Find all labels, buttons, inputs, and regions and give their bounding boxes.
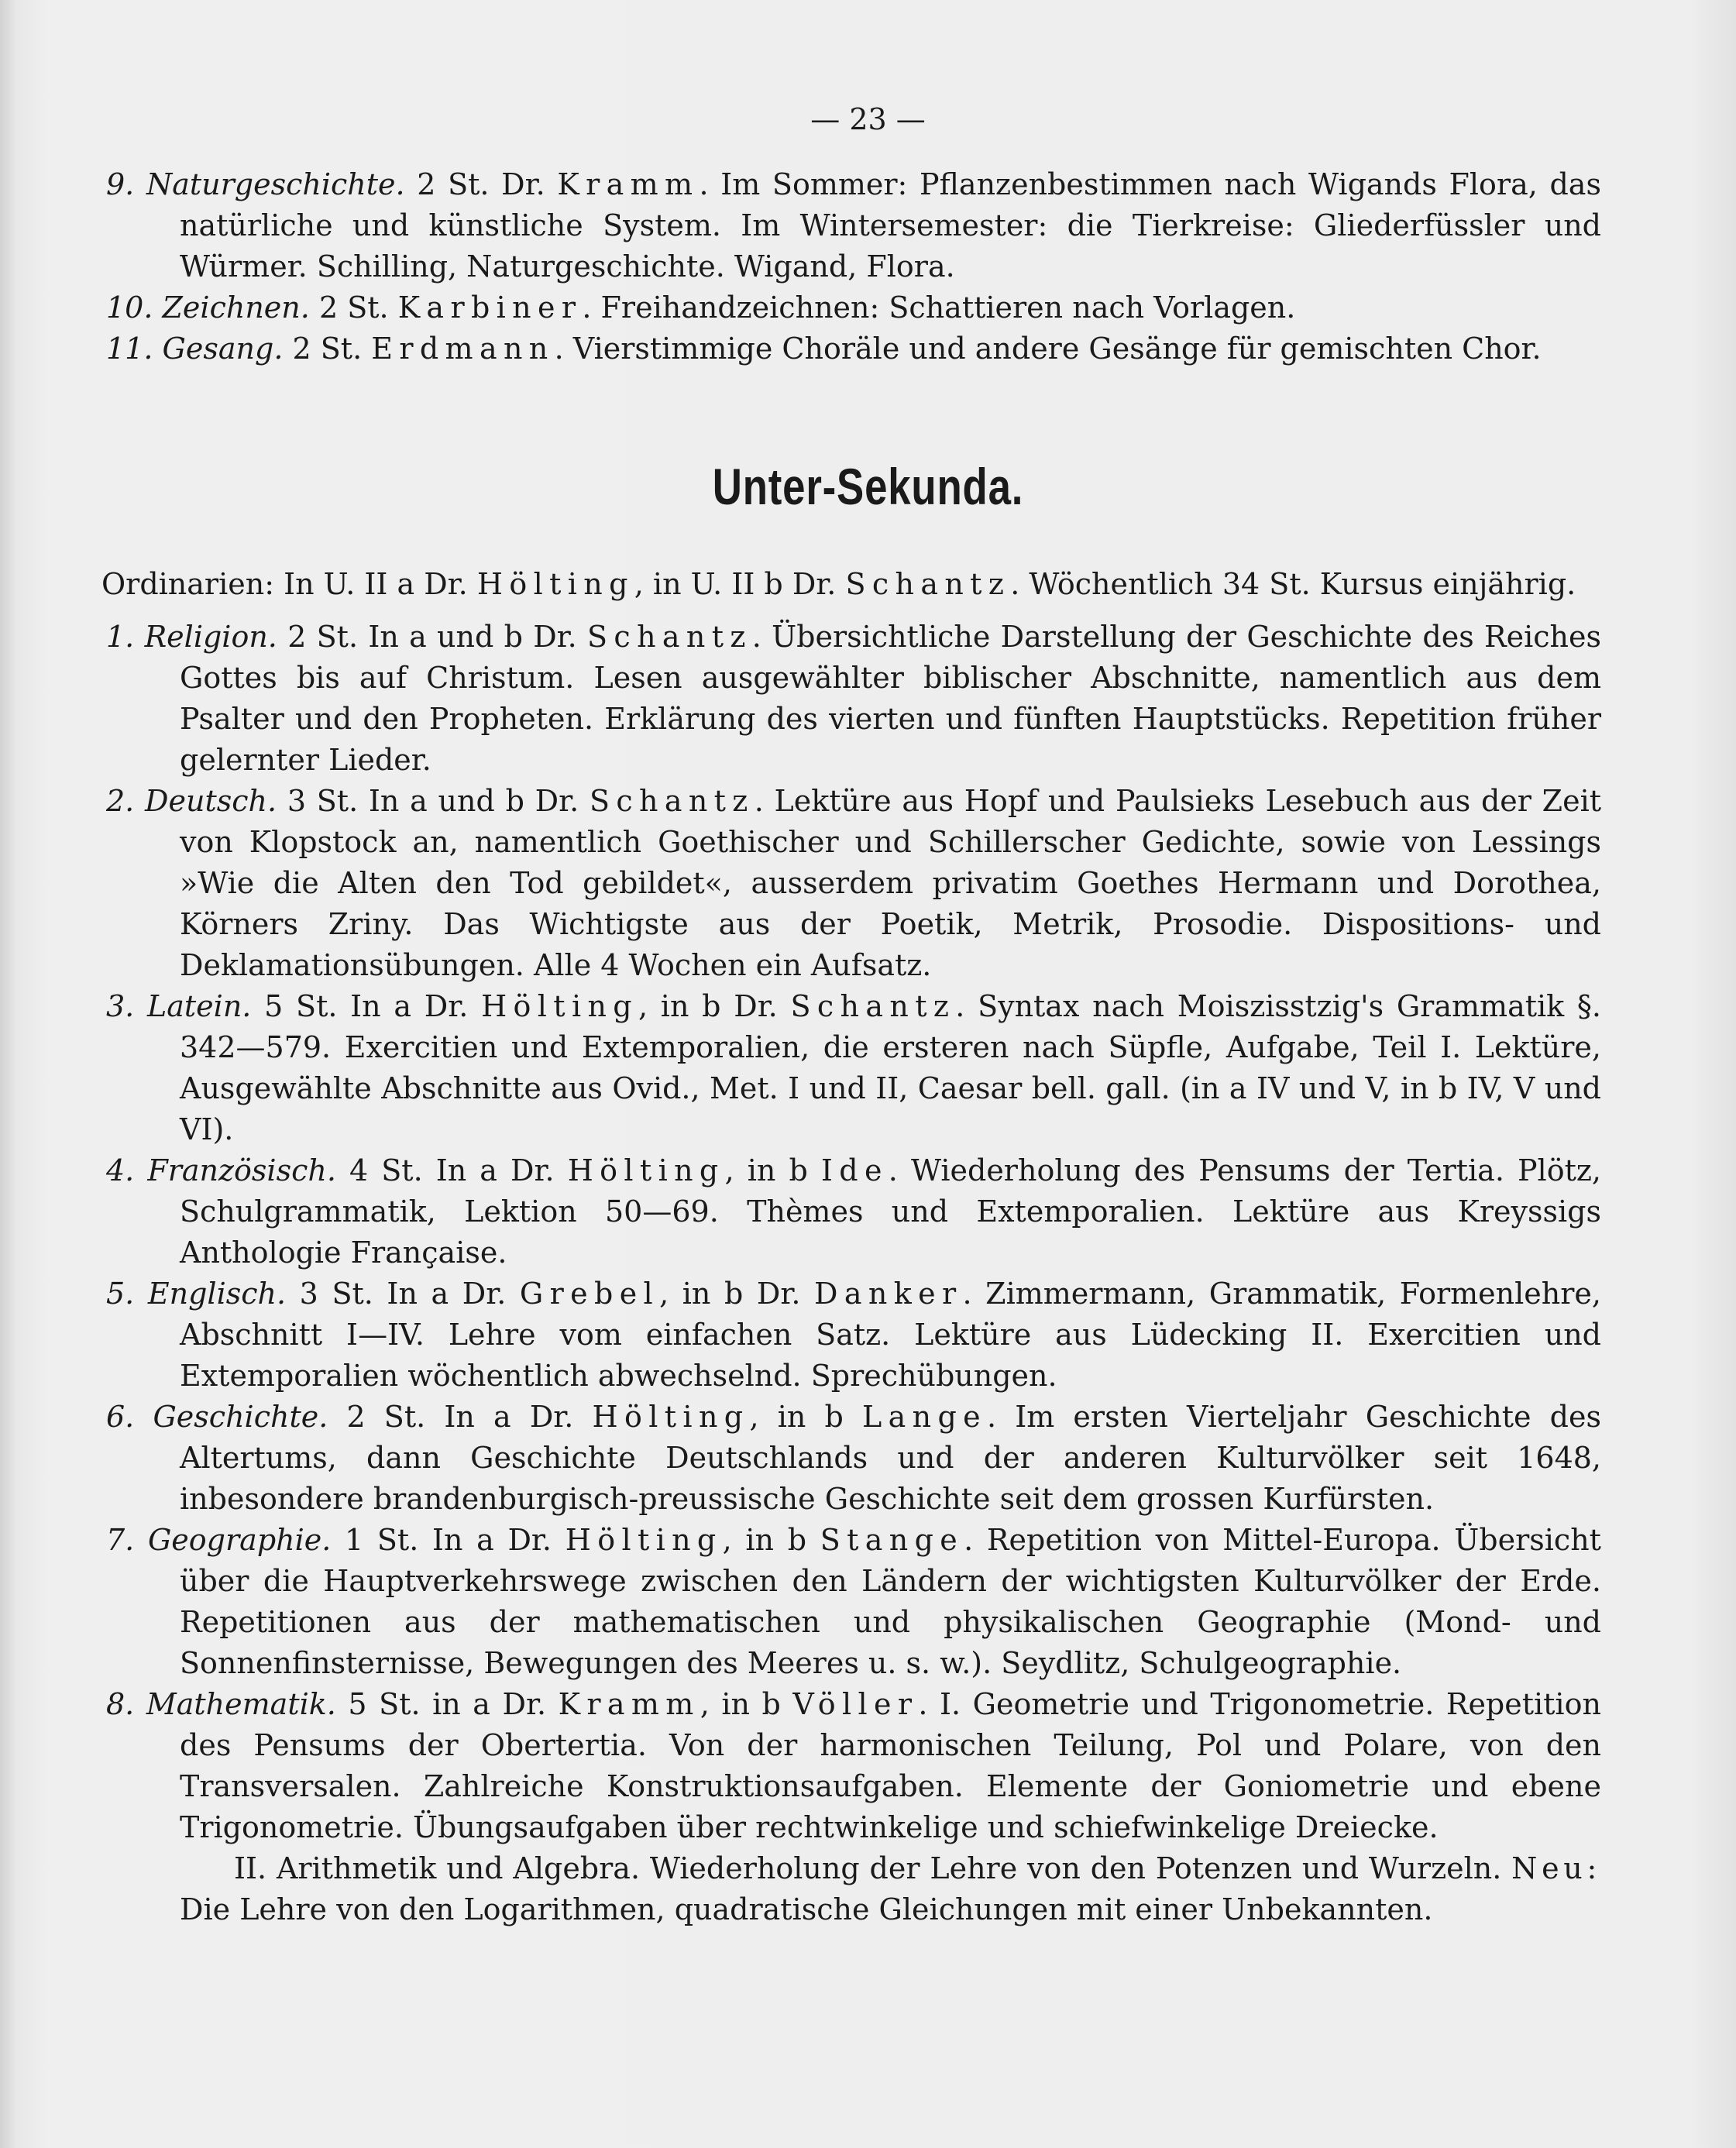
entry-number: 7. xyxy=(106,1523,135,1557)
entry-number: 10. xyxy=(106,290,153,325)
entry-text: , in b Dr. xyxy=(659,1277,815,1311)
entry-text: , in b xyxy=(722,1523,820,1557)
teacher-name: Danker xyxy=(814,1277,963,1311)
teacher-name: Schantz xyxy=(845,567,1011,601)
entry-latein xyxy=(106,986,1601,1150)
section-title: Unter-Sekunda. xyxy=(712,458,1024,515)
teacher-name: Kramm xyxy=(558,1687,700,1721)
teacher-name: Hölting xyxy=(592,1400,750,1434)
entry-englisch xyxy=(106,1273,1601,1397)
entry-hours: 2 St. xyxy=(318,290,389,325)
entry-text: . Syntax nach Moiszisstzig's Grammatik §. 342—579. Exercitien und Extemporalien, die ersteren nach Süpfle, Aufgabe, Teil I. Lektüre, Ausgewählte Abschnitte aus Ovid., Met. I und II, Caesar bell. gall. (in a IV und V, in b IV, V und VI). xyxy=(180,989,1601,1146)
entry-subject: Deutsch. xyxy=(145,784,277,818)
entry-subject: Geschichte. xyxy=(153,1400,328,1434)
entry-number: 4. xyxy=(106,1153,135,1187)
teacher-name: Schantz xyxy=(790,989,956,1023)
teacher-name: Hölting xyxy=(567,1153,725,1187)
math-continuation xyxy=(106,1848,1601,1930)
entry-head: 3 St. In a und b Dr. xyxy=(287,784,579,818)
entry-text: . Lektüre aus Hopf und Paulsieks Lesebuch aus der Zeit von Klopstock an, namentlich Goethischer und Schillerscher Gedichte, sowie von Lessings »Wie die Alten den Tod gebildet«, ausserdem privatim Goethes Hermann und Dorothea, Körners Zriny. Das Wichtigste aus der Poetik, Metrik, Prosodie. Dispositions- und Deklamationsübungen. Alle 4 Wochen ein Aufsatz. xyxy=(180,784,1601,982)
entry-head: 3 St. In a Dr. xyxy=(299,1277,507,1311)
ordinarien-label: Ordinarien: xyxy=(101,567,275,601)
entry-text: , in b xyxy=(724,1153,821,1187)
previous-section xyxy=(106,164,1601,369)
entry-head: 5 St. In a Dr. xyxy=(264,989,469,1023)
math-continuation-text: II. Arithmetik und Algebra. Wiederholung der Lehre von den Potenzen und Wurzeln. xyxy=(234,1851,1502,1885)
entry-head: 5 St. in a Dr. xyxy=(348,1687,547,1721)
teacher-name: Hölting xyxy=(565,1523,723,1557)
entry-text: , in b Dr. xyxy=(638,989,791,1023)
entry-number: 8. xyxy=(106,1687,135,1721)
entry-number: 3. xyxy=(106,989,135,1023)
entry-subject: Gesang. xyxy=(162,332,284,366)
entry-text: , in b xyxy=(700,1687,793,1721)
entry-subject: Mathematik. xyxy=(146,1687,336,1721)
entry-number: 11. xyxy=(106,332,153,366)
teacher-name: Hölting xyxy=(481,989,638,1023)
entry-subject: Naturgeschichte. xyxy=(146,167,405,201)
entry-deutsch xyxy=(106,781,1601,986)
entry-hours: 2 St. xyxy=(292,332,363,366)
ordinarien-text: . Wöchentlich 34 St. Kursus einjährig. xyxy=(1010,567,1576,601)
entry-hours: 2 St. xyxy=(417,167,490,201)
teacher-name: Völler xyxy=(792,1687,919,1721)
entry-naturgeschichte xyxy=(106,164,1601,287)
teacher-name: Schantz xyxy=(587,620,752,654)
entry-number: 2. xyxy=(106,784,135,818)
entry-head: 4 St. In a Dr. xyxy=(349,1153,555,1187)
entry-subject: Religion. xyxy=(144,620,277,654)
teacher-name: Lange xyxy=(862,1400,987,1434)
entry-number: 1. xyxy=(106,620,135,654)
entry-head: 2 St. In a und b Dr. xyxy=(287,620,577,654)
entry-text: . Im ersten Vierteljahr Geschichte des Altertums, dann Geschichte Deutschlands und der anderen Kulturvölker seit 1648, inbesondere brandenburgisch-preussische Geschichte seit dem grossen Kurfürsten. xyxy=(180,1400,1601,1516)
entry-text: . Im Sommer: Pflanzenbestimmen nach Wigands Flora, das natürliche und künstliche System. Im Wintersemester: die Tierkreise: Gliederfüssler und Würmer. Schilling, Naturgeschichte. Wigand, Flora. xyxy=(180,167,1601,284)
entry-subject: Zeichnen. xyxy=(162,290,310,325)
ordinarien-line xyxy=(101,564,1600,605)
math-continuation-label: Neu: xyxy=(1511,1851,1601,1885)
ordinarien-text: In U. II a Dr. xyxy=(284,567,468,601)
teacher-name: Ide xyxy=(820,1153,889,1187)
entry-head: 2 St. In a Dr. xyxy=(346,1400,574,1434)
entry-head: 1 St. In a Dr. xyxy=(345,1523,552,1557)
entry-text: , in b xyxy=(749,1400,862,1434)
entry-geographie xyxy=(106,1520,1601,1684)
entry-number: 6. xyxy=(106,1400,135,1434)
teacher-name: Hölting xyxy=(476,567,634,601)
teacher-name: Schantz xyxy=(589,784,755,818)
entry-franzoesisch xyxy=(106,1150,1601,1273)
entry-text: . Vierstimmige Choräle und andere Gesänge für gemischten Chor. xyxy=(554,332,1542,366)
entry-geschichte xyxy=(106,1397,1601,1520)
math-continuation-text2: Die Lehre von den Logarithmen, quadratische Gleichungen mit einer Unbekannten. xyxy=(180,1892,1433,1926)
entry-subject: Geographie. xyxy=(147,1523,332,1557)
entry-text: . Zimmermann, Grammatik, Formenlehre, Abschnitt I—IV. Lehre vom einfachen Satz. Lektüre aus Lüdecking II. Exercitien und Extemporalien wöchentlich abwechselnd. Sprechübungen. xyxy=(180,1277,1601,1393)
teacher-name: Grebel xyxy=(519,1277,660,1311)
entry-zeichnen xyxy=(106,287,1601,328)
teacher-prefix: Dr. xyxy=(501,167,545,201)
entry-text: . Übersichtliche Darstellung der Geschichte des Reiches Gottes bis auf Christum. Lesen ausgewählter biblischer Abschnitte, namentlich aus dem Psalter und den Propheten. Erklärung des vierten und fünften Hauptstücks. Repetition früher gelernter Lieder. xyxy=(180,620,1601,777)
entry-number: 5. xyxy=(106,1277,135,1311)
entry-subject: Latein. xyxy=(147,989,252,1023)
ordinarien-text: , in U. II b Dr. xyxy=(634,567,837,601)
teacher-name: Kramm xyxy=(557,167,700,201)
teacher-name: Karbiner xyxy=(397,290,583,325)
entry-subject: Französisch. xyxy=(147,1153,336,1187)
entry-text: . I. Geometrie und Trigonometrie. Repetition des Pensums der Obertertia. Von der harmonischen Teilung, Pol und Polare, von den Transversalen. Zahlreiche Konstruktionsaufgaben. Elemente der Goniometrie und ebene Trigonometrie. Übungsaufgaben über rechtwinkelige und schiefwinkelige Dreiecke. xyxy=(180,1687,1601,1844)
entry-number: 9. xyxy=(106,167,135,201)
page-number: — 23 — xyxy=(810,102,926,136)
unter-sekunda-entries xyxy=(106,617,1601,1930)
entry-text: . Repetition von Mittel-Europa. Übersicht über die Hauptverkehrswege zwischen den Ländern der wichtigsten Kulturvölker der Erde. Repetitionen aus der mathematischen und physikalischen Geographie (Mond- und Sonnenfinsternisse, Bewegungen des Meeres u. s. w.). Seydlitz, Schulgeographie. xyxy=(180,1523,1601,1680)
entry-mathematik xyxy=(106,1684,1601,1848)
entry-religion xyxy=(106,617,1601,781)
entry-subject: Englisch. xyxy=(147,1277,287,1311)
teacher-name: Erdmann xyxy=(371,332,555,366)
entry-gesang xyxy=(106,328,1601,369)
entry-text: . Wiederholung des Pensums der Tertia. Plötz, Schulgrammatik, Lektion 50—69. Thèmes und Extemporalien. Lektüre aus Kreyssigs Anthologie Française. xyxy=(180,1153,1601,1270)
teacher-name: Stange xyxy=(820,1523,964,1557)
entry-text: . Freihandzeichnen: Schattieren nach Vorlagen. xyxy=(582,290,1296,325)
